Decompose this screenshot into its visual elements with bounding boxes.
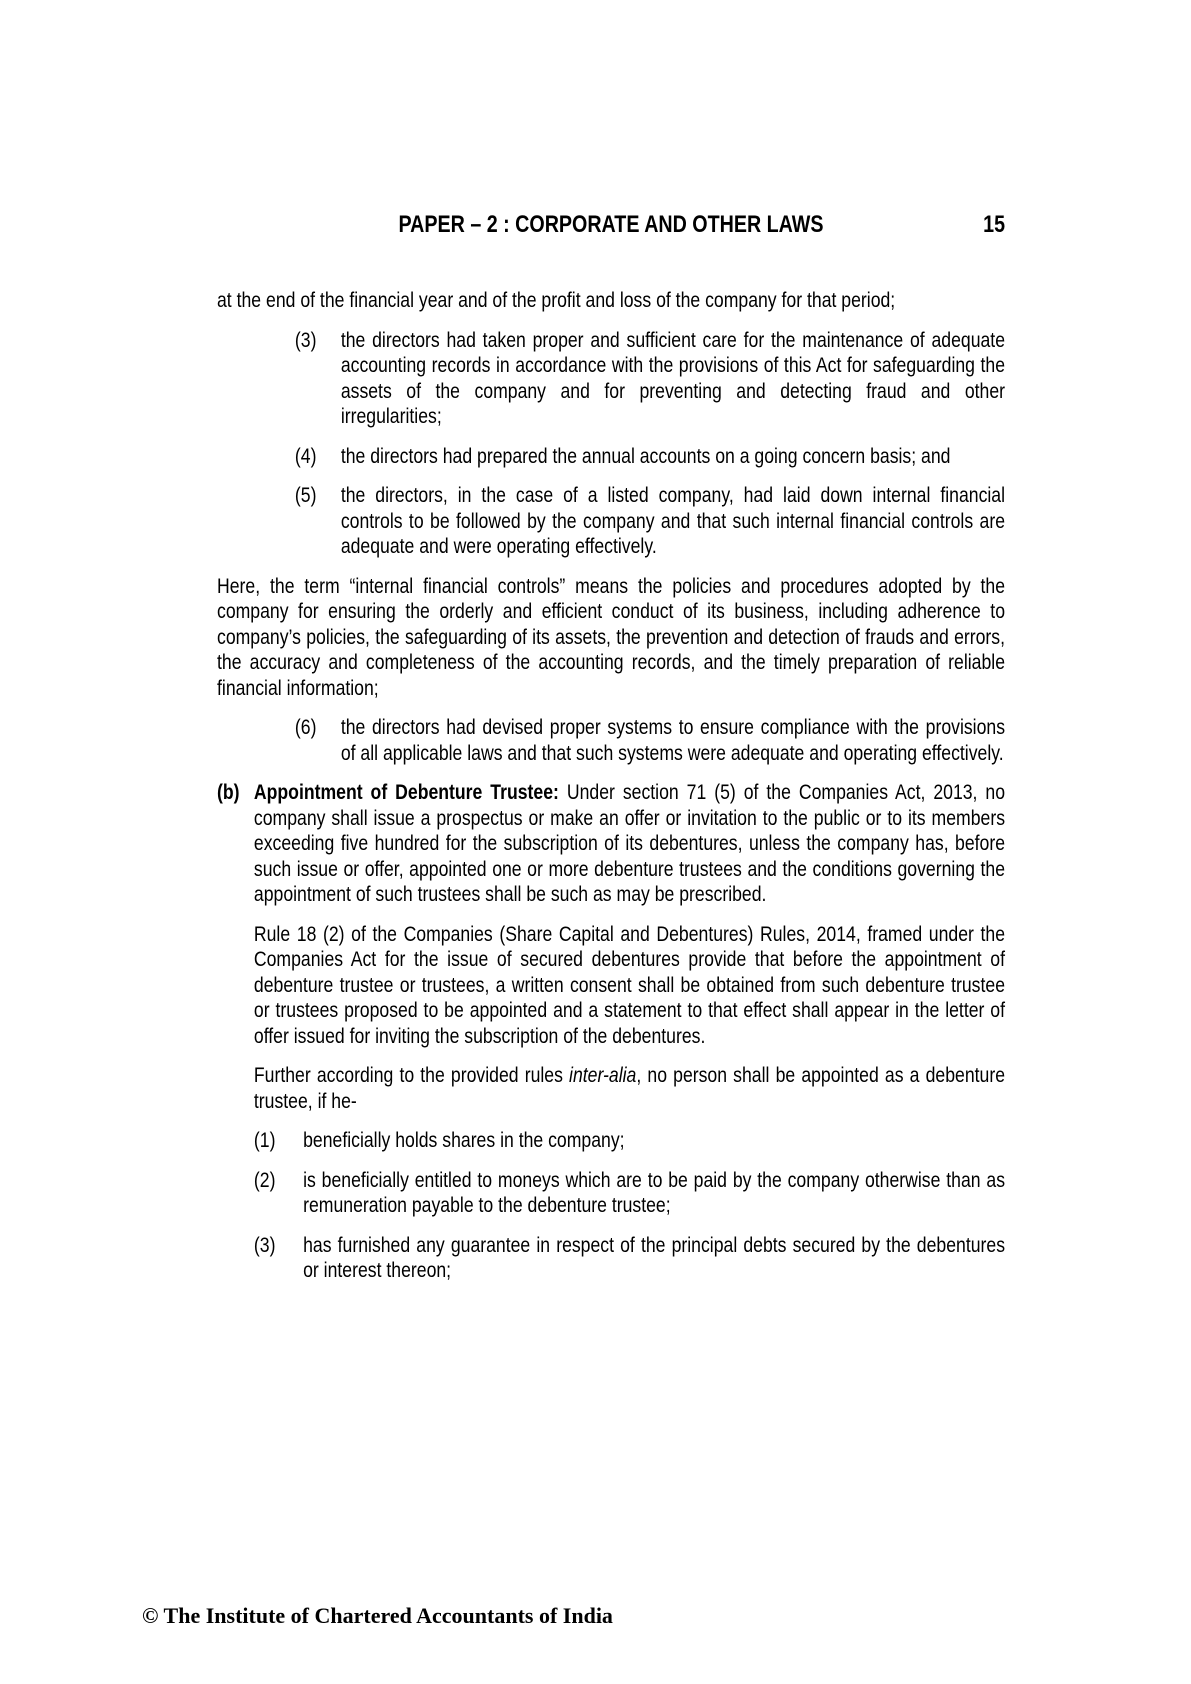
list-item	[254, 1128, 1005, 1154]
list-marker: (2)	[253, 1167, 276, 1192]
list-marker: (1)	[253, 1128, 276, 1152]
page-footer	[142, 1603, 613, 1629]
paragraph-section-b-intro	[254, 780, 1005, 908]
further-text-after: , no person shall be appointed as a debenture trustee, if he-	[253, 1063, 1006, 1113]
section-b-intro-text: Under section 71 (5) of the Companies Act, 2013, no company shall issue a prospectus or make an offer or invitation to the public or to its members exceeding five hundred for the subscription of its debentures, unless the company has, before such issue or offer, appointed one or more debenture trustees and the conditions governing the appointment of such trustees shall be such as may be prescribed.	[253, 780, 1006, 906]
list-item-text: the directors, in the case of a listed company, had laid down internal financial controls to be followed by the company and that such internal financial controls are adequate and were operating effectively.	[340, 483, 1006, 558]
list-marker: (6)	[294, 715, 317, 739]
page-number: 15	[983, 211, 1006, 238]
further-text-italic: inter-alia	[569, 1063, 637, 1087]
list-item-text: has furnished any guarantee in respect of the principal debts secured by the debentures or interest thereon;	[303, 1232, 1006, 1282]
list-marker: (4)	[294, 443, 317, 468]
list-item-text: the directors had prepared the annual accounts on a going concern basis; and	[340, 443, 951, 468]
list-marker: (5)	[294, 483, 317, 507]
list-marker: (3)	[294, 327, 317, 352]
further-text-before: Further according to the provided rules	[253, 1063, 570, 1087]
page-header	[217, 212, 1005, 238]
paragraph-further-rules	[254, 1063, 1005, 1114]
list-item-text: beneficially holds shares in the company;	[303, 1128, 625, 1152]
list-item	[254, 1168, 1005, 1219]
document-body	[217, 288, 1005, 1284]
copyright-notice: © The Institute of Chartered Accountants of India	[142, 1603, 613, 1628]
list-item	[217, 483, 1005, 560]
list-item	[217, 328, 1005, 430]
section-b	[217, 780, 1005, 1284]
list-item	[254, 1233, 1005, 1284]
section-b-label: (b)	[217, 780, 240, 804]
section-b-heading: Appointment of Debenture Trustee:	[253, 780, 559, 804]
header-title: PAPER – 2 : CORPORATE AND OTHER LAWS	[398, 211, 824, 238]
content-column	[217, 212, 1005, 1298]
paragraph-continuation: at the end of the financial year and of the profit and loss of the company for that period;	[217, 288, 896, 312]
list-item-text: the directors had devised proper systems to ensure compliance with the provisions of all applicable laws and that such systems were adequate and operating effectively.	[340, 715, 1006, 765]
list-item-text: the directors had taken proper and sufficient care for the maintenance of adequate accounting records in accordance with the provisions of this Act for safeguarding the assets of the company and for preventing and detecting fraud and other irregularities;	[340, 327, 1006, 428]
list-item	[217, 715, 1005, 766]
paragraph-internal-financial-controls-note: Here, the term “internal financial controls” means the policies and procedures adopted by the company for ensuring the orderly and efficient conduct of its business, including adherence to company’s policies, the safeguarding of its assets, the prevention and detection of frauds and errors, the accuracy and completeness of the accounting records, and the timely preparation of reliable financial information;	[217, 573, 1006, 700]
list-item-text: is beneficially entitled to moneys which are to be paid by the company otherwise than as remuneration payable to the debenture trustee;	[303, 1167, 1006, 1217]
list-marker: (3)	[253, 1232, 276, 1257]
list-item	[217, 444, 1005, 470]
paragraph-rule-18: Rule 18 (2) of the Companies (Share Capital and Debentures) Rules, 2014, framed under the Companies Act for the issue of secured debentures provide that before the appointment of debenture trustee or trustees, a written consent shall be obtained from such debenture trustee or trustees proposed to be appointed and a statement to that effect shall appear in the letter of offer issued for inviting the subscription of the debentures.	[253, 921, 1006, 1048]
directors-statements-list	[217, 328, 1005, 767]
trustee-conditions-list	[254, 1128, 1005, 1284]
